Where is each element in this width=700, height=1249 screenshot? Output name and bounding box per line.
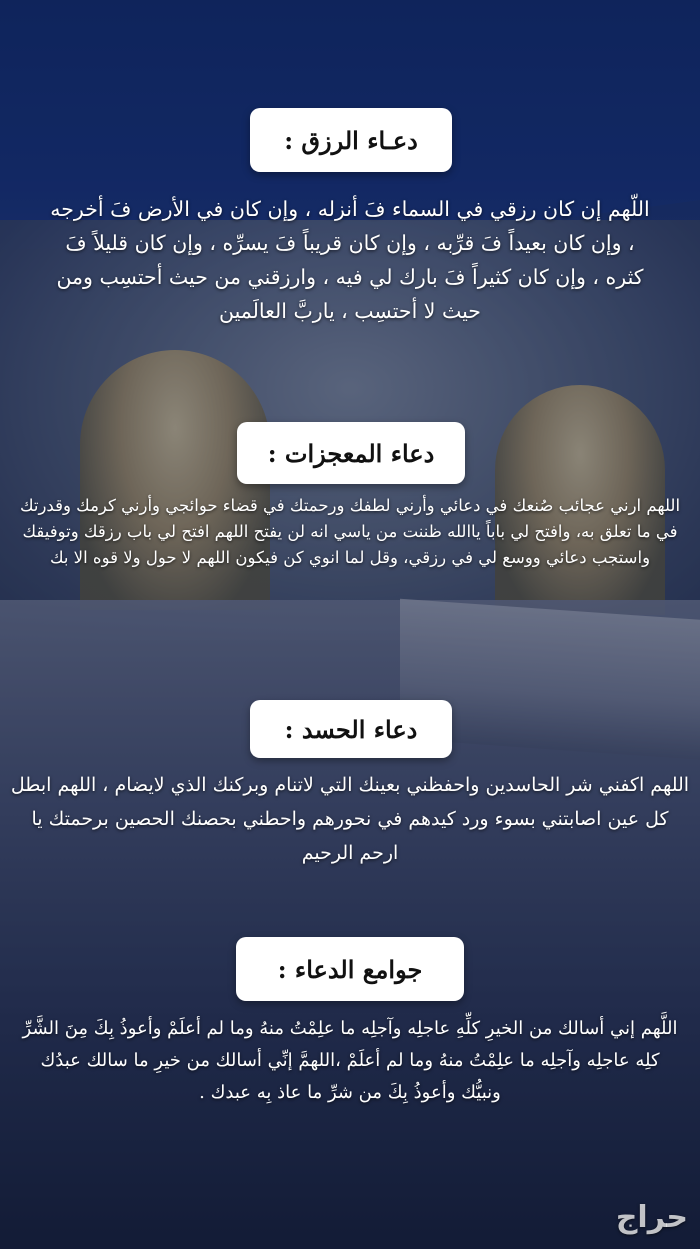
- section-title-envy: دعاء الحسد :: [250, 700, 452, 758]
- section-body-miracles: اللهم ارني عجائب صُنعك في دعائي وأرني لطفك ورحمتك في قضاء حوائجي وأرني كرمك وقدرتك في ما تعلق به، وافتح لي باباً ياالله ظننت من ياسي انه لن يفتح اللهم افتح لي باب رزقك وتوفيقك واستجب دعائي ووسع لي في رزقي، وقل لما انوي كن فيكون اللهم لا حول ولا قوه الا بك: [19, 496, 681, 567]
- haraj-watermark-logo: حراج: [615, 1200, 688, 1235]
- section-title-miracles: دعاء المعجزات :: [237, 422, 465, 484]
- section-body-rizq: اللّهم إن كان رزقي في السماء فَ أنزله ، وإن كان في الأرض فَ أخرجه ، وإن كان بعيداً فَ قرِّبه ، وإن كان قريباً فَ يسرِّه ، وإن كان قليلاً فَ كثره ، وإن كان كثيراً فَ بارك لي فيه ، وارزقني من حيث أحتسِب ومن حيث لا أحتسِب ، ياربَّ العالَمين: [50, 197, 650, 323]
- section-body-envy: اللهم اكفني شر الحاسدين واحفظني بعينك التي لاتنام وبركنك الذي لايضام ، اللهم ابطل كل عين اصابتني بسوء ورد كيدهم في نحورهم واحطني بحصنك الحصين برحمتك يا ارحم الرحيم: [10, 774, 690, 864]
- section-title-comprehensive: جوامع الدعاء :: [236, 937, 464, 1001]
- section-body-comprehensive: اللَّهم إني أسالك من الخيرِ كلِّهِ عاجلِه وآجلِه ما علِمْتُ منهُ وما لم أعلَمْ وأعوذُ بِكَ مِنَ الشَّرِّ كلِه عاجلِه وآجلِه ما علِمْتُ منهُ وما لم أعلَمْ ،اللهمَّ إنِّي أسالك من خيرِ ما سالك عبدُك ونبيُّك وأعوذُ بِكَ من شرِّ ما عاذ بِه عبدك .: [22, 1018, 678, 1103]
- section-title-rizq: دعـاء الرزق :: [250, 108, 452, 172]
